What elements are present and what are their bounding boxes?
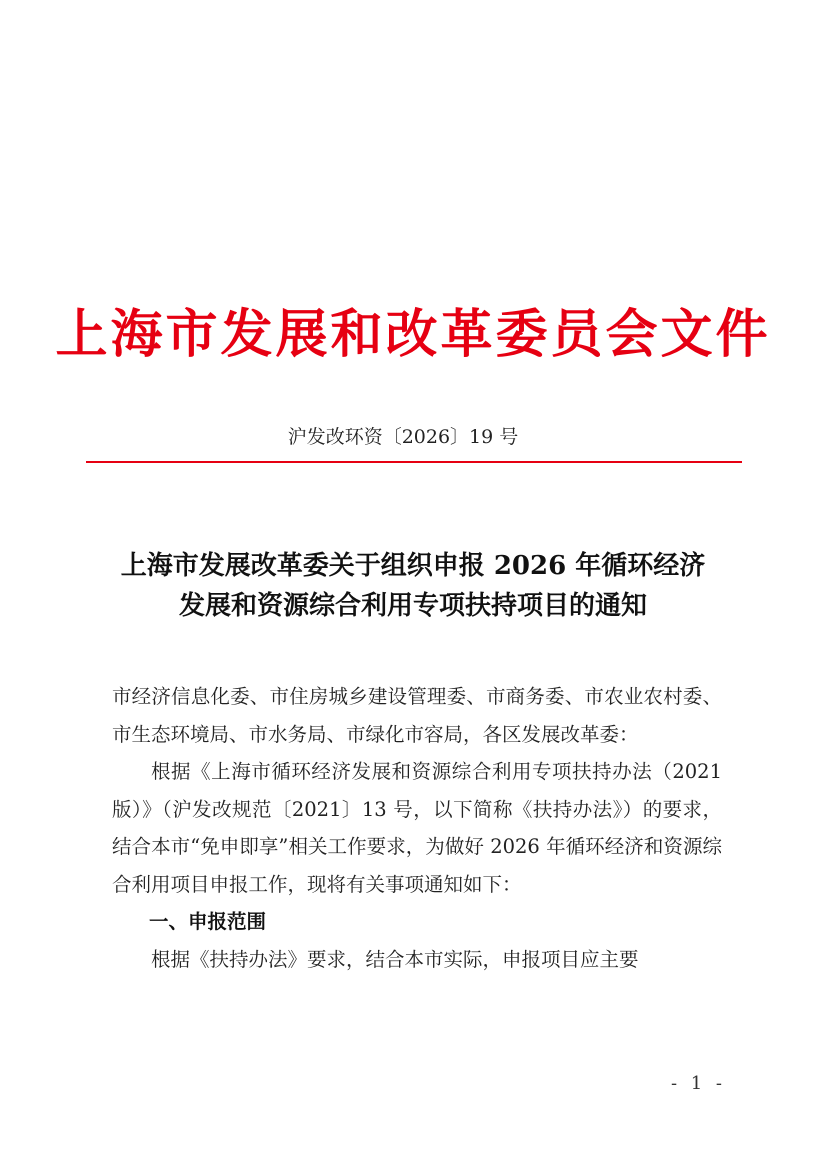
body-paragraph-2: 根据《扶持办法》要求，结合本市实际，申报项目应主要 (151, 947, 639, 971)
page-number: - 1 - (670, 1073, 726, 1094)
notice-title (60, 546, 766, 626)
notice-title-line-2: 发展和资源综合利用专项扶持项目的通知 (178, 591, 647, 621)
notice-title-line-1: 上海市发展改革委关于组织申报 2026 年循环经济 (120, 551, 706, 581)
document-number: 沪发改环资〔2026〕19 号 (287, 426, 519, 448)
recipients-paragraph: 市经济信息化委、市住房城乡建设管理委、市商务委、市农业农村委、市生态环境局、市水务局、市绿化市容局，各区发展改革委： (112, 685, 722, 746)
section-heading-1: 一、申报范围 (149, 910, 267, 933)
red-divider-line (86, 461, 742, 463)
document-body (112, 678, 722, 978)
body-paragraph-1: 根据《上海市循环经济发展和资源综合利用专项扶持办法（2021 版）》（沪发改规范〔2021〕13 号，以下简称《扶持办法》）的要求，结合本市“免申即享”相关工作要求，为做好 2026 年循环经济和资源综合利用项目申报工作，现将有关事项通知如下： (112, 760, 722, 896)
document-masthead: 上海市发展和改革委员会文件 (55, 304, 771, 365)
